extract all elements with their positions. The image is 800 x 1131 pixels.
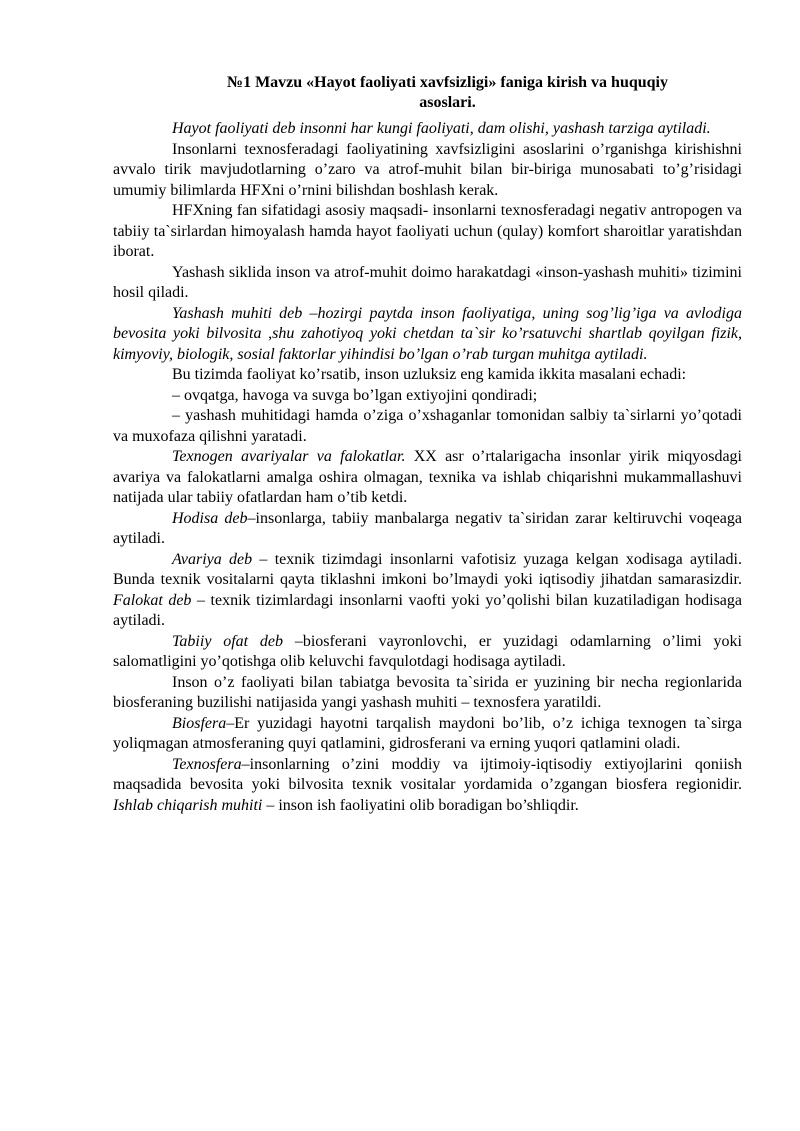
text-ishlab-chiqarish: – inson ish faoliyatini olib boradigan bo’shliqdir. <box>262 796 579 814</box>
term-avariya: Avariya deb <box>172 550 253 568</box>
paragraph-tabiiy-ofat <box>113 632 742 673</box>
text-texnosfera: –insonlarning o’zini moddiy va ijtimoiy-iqtisodiy extiyojlarini qoniish maqsadida bevosita yoki bilvosita texnik vositalar yordamida o’zgangan biosfera regionidir. <box>113 755 742 793</box>
paragraph-tasks: Bu tizimda faoliyat ko’rsatib, inson uzluksiz eng kamida ikkita masalani echadi: <box>172 366 687 383</box>
paragraph-system: Yashash siklida inson va atrof-muhit doimo harakatdagi «inson-yashash muhiti» tizimini hosil qiladi. <box>113 263 742 301</box>
title-line-2: asoslari. <box>419 94 476 111</box>
paragraph-definition-hayot: Hayot faoliyati deb insonni har kungi faoliyati, dam olishi, yashash tarziga aytiladi. <box>172 120 711 137</box>
term-biosfera: Biosfera <box>172 714 227 732</box>
title-line-1: №1 Mavzu «Hayot faoliyati xavfsizligi» faniga kirish va huquqiy <box>226 74 668 91</box>
paragraph-texnogen <box>113 447 742 509</box>
term-hodisa: Hodisa deb <box>172 509 248 527</box>
text-texnogen: XX asr o’rtalarigacha insonlar yirik miqyosdagi avariya va falokatlarni amalga oshira olmagan, texnika va ishlab chiqarishni mukammallashuvi natijada ular tabiiy ofatlardan ham o’tib ketdi. <box>113 448 742 506</box>
page-title <box>113 73 742 113</box>
paragraph-intro: Insonlarni texnosferadagi faoliyatining xavfsizligini asoslarini o’rganishga kirishishni avvalo tirik mavjudotlarning o’zaro va atrof-muhit bilan bir-biriga munosabati to’g’risidagi umumiy bilimlarda HFXni o’rnini bilishdan boshlash kerak. <box>113 140 742 199</box>
list-item-task-2: – yashash muhitidagi hamda o’ziga o’xshaganlar tomonidan salbiy ta`sirlarni yo’qotadi va muxofaza qilishni yaratadi. <box>113 407 742 445</box>
term-texnogen: Texnogen avariyalar va falokatlar. <box>172 448 406 465</box>
paragraph-avariya <box>113 550 742 632</box>
paragraph-definition-yashash-muhiti: Yashash muhiti deb –hozirgi paytda inson faoliyatiga, uning sog’lig’iga va avlodiga bevosita yoki bilvosita ,shu zahotiyoq yoki chetdan ta`sir ko’rsatuvchi shartlab qoyilgan fizik, kimyoviy, biologik, sosial faktorlar yihindisi bo’lgan o’rab turgan muhitga aytiladi. <box>113 304 742 363</box>
term-ishlab-chiqarish: Ishlab chiqarish muhiti <box>113 796 263 814</box>
term-falokat: Falokat deb <box>113 591 192 609</box>
paragraph-texnosfera-origin: Inson o’z faoliyati bilan tabiatga bevosita ta`sirida er yuzining bir necha regionlarida biosferaning buzilishi natijasida yangi yashash muhiti – texnosfera yaratildi. <box>113 673 742 711</box>
text-hodisa: –insonlarga, tabiiy manbalarga negativ ta`siridan zarar keltiruvchi voqeaga aytiladi. <box>113 509 742 547</box>
text-tabiiy-ofat: –biosferani vayronlovchi, er yuzidagi odamlarning o’limi yoki salomatligini yo’qotishga olib keluvchi favqulotdagi hodisaga aytiladi. <box>113 632 743 670</box>
paragraph-texnosfera <box>113 755 742 817</box>
term-tabiiy-ofat: Tabiiy ofat deb <box>172 632 284 650</box>
paragraph-hodisa <box>113 509 742 550</box>
text-avariya: – texnik tizimdagi insonlarni vafotisiz yuzaga kelgan xodisaga aytiladi. Bunda texnik vositalarni qayta tiklashni imkoni bo’lmaydi yoki iqtisodiy jihatdan samarasizdir. <box>113 550 742 588</box>
list-item-task-1: – ovqatga, havoga va suvga bo’lgan extiyojini qondiradi; <box>172 386 538 404</box>
paragraph-aim: HFXning fan sifatidagi asosiy maqsadi- insonlarni texnosferadagi negativ antropogen va tabiiy ta`sirlardan himoyalash hamda hayot faoliyati uchun (qulay) komfort sharoitlar yaratishdan iborat. <box>113 202 742 260</box>
term-texnosfera: Texnosfera <box>172 755 242 773</box>
paragraph-biosfera <box>113 714 742 755</box>
text-falokat: – texnik tizimlardagi insonlarni vaofti yoki yo’qolishi bilan kuzatiladigan hodisaga aytiladi. <box>113 591 743 629</box>
text-biosfera: –Er yuzidagi hayotni tarqalish maydoni bo’lib, o’z ichiga texnogen ta`sirga yoliqmagan atmosferaning quyi qatlamini, gidrosferani va erning yuqori qatlamini oladi. <box>113 714 742 752</box>
